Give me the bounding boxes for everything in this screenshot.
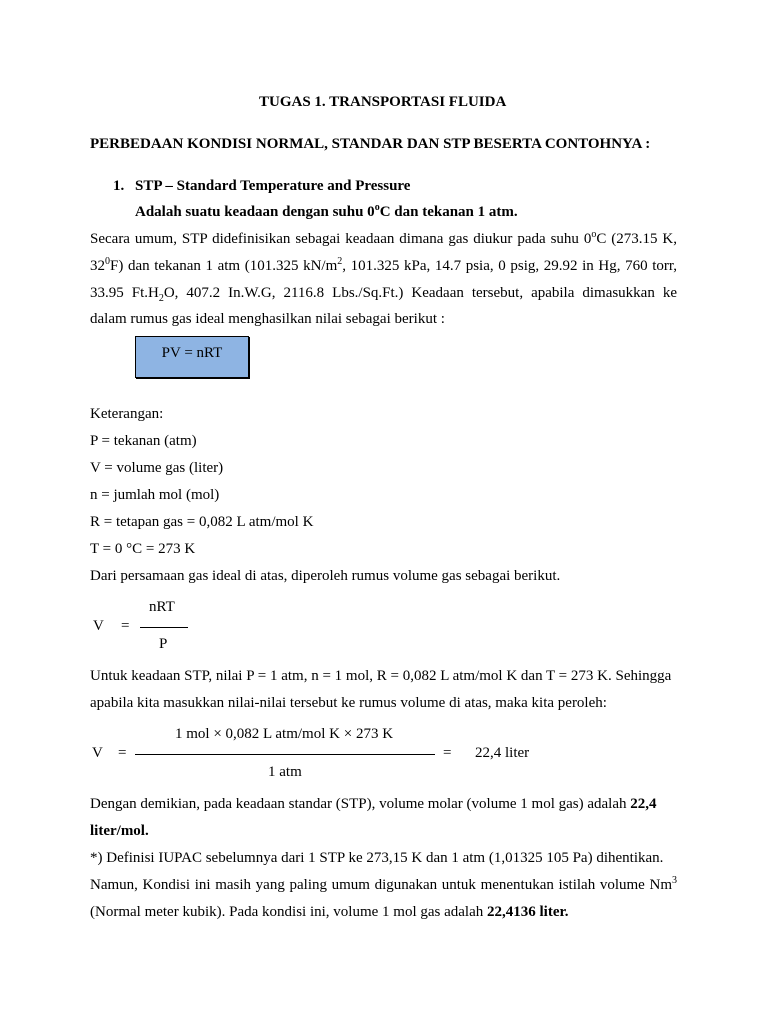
- text-run: F) dan tekanan 1 atm (101.325 kN/m: [110, 258, 338, 274]
- legend-label: Keterangan:: [90, 406, 164, 422]
- stp-definition-text-end: C dan tekanan 1 atm.: [379, 204, 518, 220]
- eq1-fraction-line: [140, 627, 188, 628]
- degree-sup: 0: [105, 256, 110, 267]
- legend-item: n = jumlah mol (mol): [90, 487, 220, 503]
- text-run: (Normal meter kubik). Pada kondisi ini, volume 1 mol gas adalah: [90, 904, 488, 920]
- text-run: 32: [90, 258, 105, 274]
- text-run: C (273.15 K,: [596, 231, 677, 247]
- exponent-sup: 2: [337, 256, 343, 267]
- legend-item: R = tetapan gas = 0,082 L atm/mol K: [90, 514, 314, 530]
- text-run: O, 407.2 In.W.G, 2116.8 Lbs./Sq.Ft.) Keadaan tersebut, apabila dimasukkan ke: [163, 285, 677, 301]
- paragraph-line: [90, 284, 677, 302]
- paragraph-line: *) Definisi IUPAC sebelumnya dari 1 STP ke 273,15 K dan 1 atm (1,01325 105 Pa) dihentikan.: [90, 850, 664, 866]
- section-heading: PERBEDAAN KONDISI NORMAL, STANDAR DAN STP BESERTA CONTOHNYA :: [90, 136, 651, 152]
- text-run: Secara umum, STP didefinisikan sebagai keadaan dimana gas diukur pada suhu 0: [90, 231, 592, 247]
- paragraph-line: [90, 903, 569, 921]
- molar-volume-value: 22,4: [630, 796, 657, 812]
- eq1-lhs: V: [93, 618, 104, 634]
- stp-definition-text: Adalah suatu keadaan dengan suhu 0: [135, 204, 375, 220]
- document-title: TUGAS 1. TRANSPORTASI FLUIDA: [259, 94, 507, 110]
- eq1-equals: =: [121, 618, 130, 634]
- paragraph-line: apabila kita masukkan nilai-nilai tersebut ke rumus volume di atas, maka kita peroleh:: [90, 695, 607, 711]
- text-run: , 101.325 kPa, 14.7 psia, 0 psig, 29.92 in Hg, 760 torr,: [342, 258, 677, 274]
- legend-item: V = volume gas (liter): [90, 460, 224, 476]
- list-number: 1.: [113, 178, 125, 194]
- legend-item: T = 0 °C = 273 K: [90, 541, 196, 557]
- eq2-lhs: V: [92, 745, 103, 761]
- degree-sup: o: [591, 229, 597, 240]
- degree-sup: o: [374, 202, 380, 213]
- volume-sentence: Dari persamaan gas ideal di atas, diperoleh rumus volume gas sebagai berikut.: [90, 568, 561, 584]
- exponent-sup: 3: [672, 875, 677, 886]
- eq1-denominator: P: [159, 636, 168, 652]
- eq1-numerator: nRT: [149, 599, 175, 615]
- text-run: Namun, Kondisi ini masih yang paling umum digunakan untuk menentukan istilah volume Nm: [90, 877, 672, 893]
- eq2-denominator: 1 atm: [268, 764, 302, 780]
- eq2-numerator: 1 mol × 0,082 L atm/mol K × 273 K: [175, 726, 394, 742]
- iupac-volume-value: 22,4136 liter.: [487, 904, 569, 920]
- stp-title: STP – Standard Temperature and Pressure: [135, 178, 411, 194]
- text-run: Dengan demikian, pada keadaan standar (STP), volume molar (volume 1 mol gas) adalah: [90, 796, 631, 812]
- stp-definition: [135, 203, 518, 221]
- paragraph-line: [90, 257, 677, 275]
- subscript: 2: [158, 293, 164, 304]
- legend-item: P = tekanan (atm): [90, 433, 197, 449]
- paragraph-line: dalam rumus gas ideal menghasilkan nilai sebagai berikut :: [90, 311, 445, 327]
- text-run: 33.95 Ft.H: [90, 285, 159, 301]
- eq2-result: 22,4 liter: [475, 745, 530, 761]
- ideal-gas-formula-box: [135, 336, 249, 378]
- paragraph-line: Untuk keadaan STP, nilai P = 1 atm, n = 1 mol, R = 0,082 L atm/mol K dan T = 273 K. Sehingga: [90, 668, 672, 684]
- paragraph-line: [90, 795, 657, 813]
- paragraph-line: [90, 230, 677, 248]
- eq2-fraction-line: [135, 754, 435, 755]
- eq2-equals: =: [118, 745, 127, 761]
- molar-volume-unit: liter/mol.: [90, 823, 149, 839]
- eq2-equals-result: =: [443, 745, 452, 761]
- paragraph-line: [90, 876, 677, 894]
- formula-text: PV = nRT: [161, 345, 223, 361]
